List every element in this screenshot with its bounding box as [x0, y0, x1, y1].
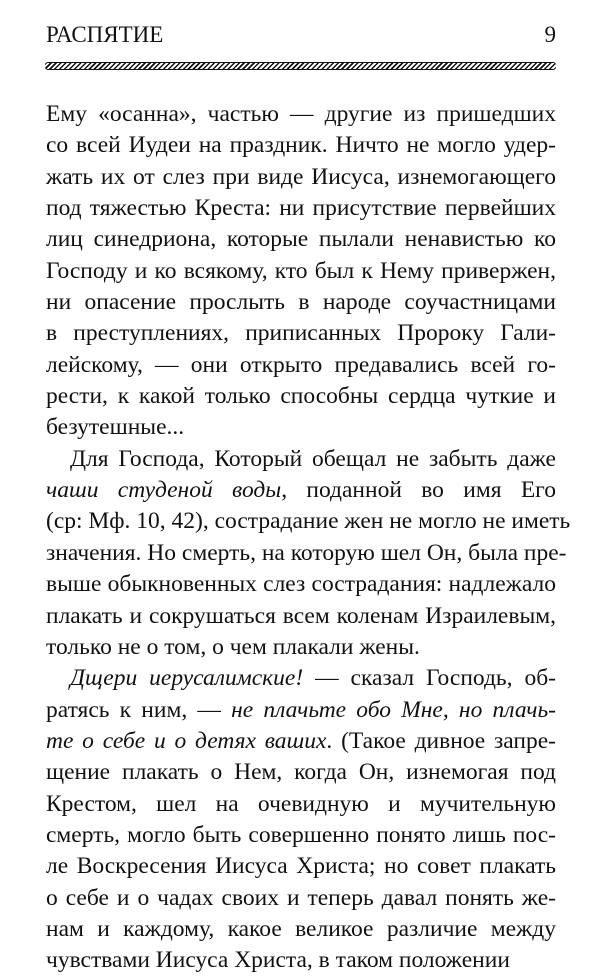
text-line	[46, 444, 556, 475]
text-segment: под тяжестью Креста: ни присутствие первейших	[46, 195, 556, 222]
text-line	[46, 914, 556, 945]
text-segment: со всей Иудеи на праздник. Ничто не могло удер-	[46, 132, 556, 159]
text-segment: Ему «осанна», частью — другие из пришедших	[46, 101, 556, 127]
paragraph	[46, 99, 556, 444]
text-line	[46, 632, 556, 663]
text-segment: жать их от слез при виде Иисуса, изнемогающего	[46, 163, 556, 190]
body-text	[46, 99, 571, 977]
text-segment: Господу и ко всякому, кто был к Нему привержен,	[46, 257, 556, 284]
italic-quote: чаши студеной воды	[46, 477, 282, 504]
italic-quote: Дщери иерусалимские!	[70, 665, 304, 692]
text-segment: безутешные...	[46, 414, 185, 441]
text-line	[46, 130, 556, 161]
text-line	[46, 318, 556, 349]
text-segment: — сказал Господь, об-	[303, 665, 556, 692]
italic-quote: те о себе и о детях ваших	[46, 727, 327, 754]
text-segment: лейскому, — они открыто предавались всей го-	[46, 351, 556, 378]
text-segment: ратясь к ним, —	[46, 696, 232, 723]
paragraph	[46, 444, 571, 663]
text-line	[46, 789, 556, 820]
text-line	[46, 851, 556, 882]
text-segment: ле Воскресения Иисуса Христа; но совет плакать	[46, 853, 556, 880]
text-segment: плакать и сокрушаться всем коленам Израилевым,	[46, 602, 556, 629]
text-line	[46, 695, 556, 726]
text-line	[46, 287, 556, 318]
text-segment: щение плакать о Нем, когда Он, изнемогая под	[46, 759, 556, 786]
text-segment: выше обыкновенных слез сострадания: надлежало	[46, 571, 556, 598]
text-segment: лиц синедриона, которые пылали ненавистью ко	[46, 226, 556, 253]
text-line	[46, 945, 556, 976]
text-line	[46, 538, 567, 569]
text-line	[46, 569, 556, 600]
text-line	[46, 726, 556, 757]
decorative-rope-divider	[45, 62, 556, 70]
text-segment: , поданной во имя Его	[281, 477, 556, 504]
text-line	[46, 224, 556, 255]
text-line	[46, 820, 556, 851]
text-line	[46, 475, 556, 506]
text-segment: Для Господа, Который обещал не забыть даже	[70, 445, 556, 472]
text-segment: только не о том, о чем плакали жены.	[46, 633, 420, 660]
text-segment: смерть, могло быть совершенно понято лишь пос-	[46, 821, 556, 848]
running-header	[46, 22, 556, 52]
text-segment: чувствами Иисуса Христа, в таком положении	[46, 947, 510, 974]
text-line	[46, 99, 556, 130]
text-segment: (ср: Мф. 10, 42), сострадание жен не могло не иметь	[46, 508, 571, 535]
text-line	[46, 256, 556, 287]
text-line	[46, 381, 556, 412]
italic-quote: не плачьте обо Мне, но плачь-	[231, 696, 556, 723]
text-line	[46, 412, 556, 443]
text-segment: . (Такое дивное запре-	[326, 727, 556, 754]
text-line	[46, 162, 556, 193]
text-segment: значения. Но смерть, на которую шел Он, была пре-	[46, 539, 567, 566]
text-line	[46, 506, 571, 537]
text-line	[46, 663, 556, 694]
text-segment: Крестом, шел на очевидную и мучительную	[46, 790, 556, 817]
text-line	[46, 350, 556, 381]
page-number: 9	[544, 22, 556, 47]
text-segment: рести, к какой только способны сердца чуткие и	[46, 383, 556, 410]
paragraph	[46, 663, 556, 976]
text-line	[46, 757, 556, 788]
running-title: РАСПЯТИЕ	[46, 22, 164, 47]
text-line	[46, 601, 556, 632]
text-line	[46, 883, 556, 914]
text-segment: ни опасение прослыть в народе соучастницами	[46, 289, 556, 316]
text-line	[46, 193, 556, 224]
text-segment: в преступлениях, приписанных Пророку Гали-	[46, 320, 556, 347]
text-segment: нам и каждому, какое великое различие между	[46, 915, 556, 942]
text-segment: о себе и о чадах своих и теперь давал понять же-	[46, 884, 556, 911]
